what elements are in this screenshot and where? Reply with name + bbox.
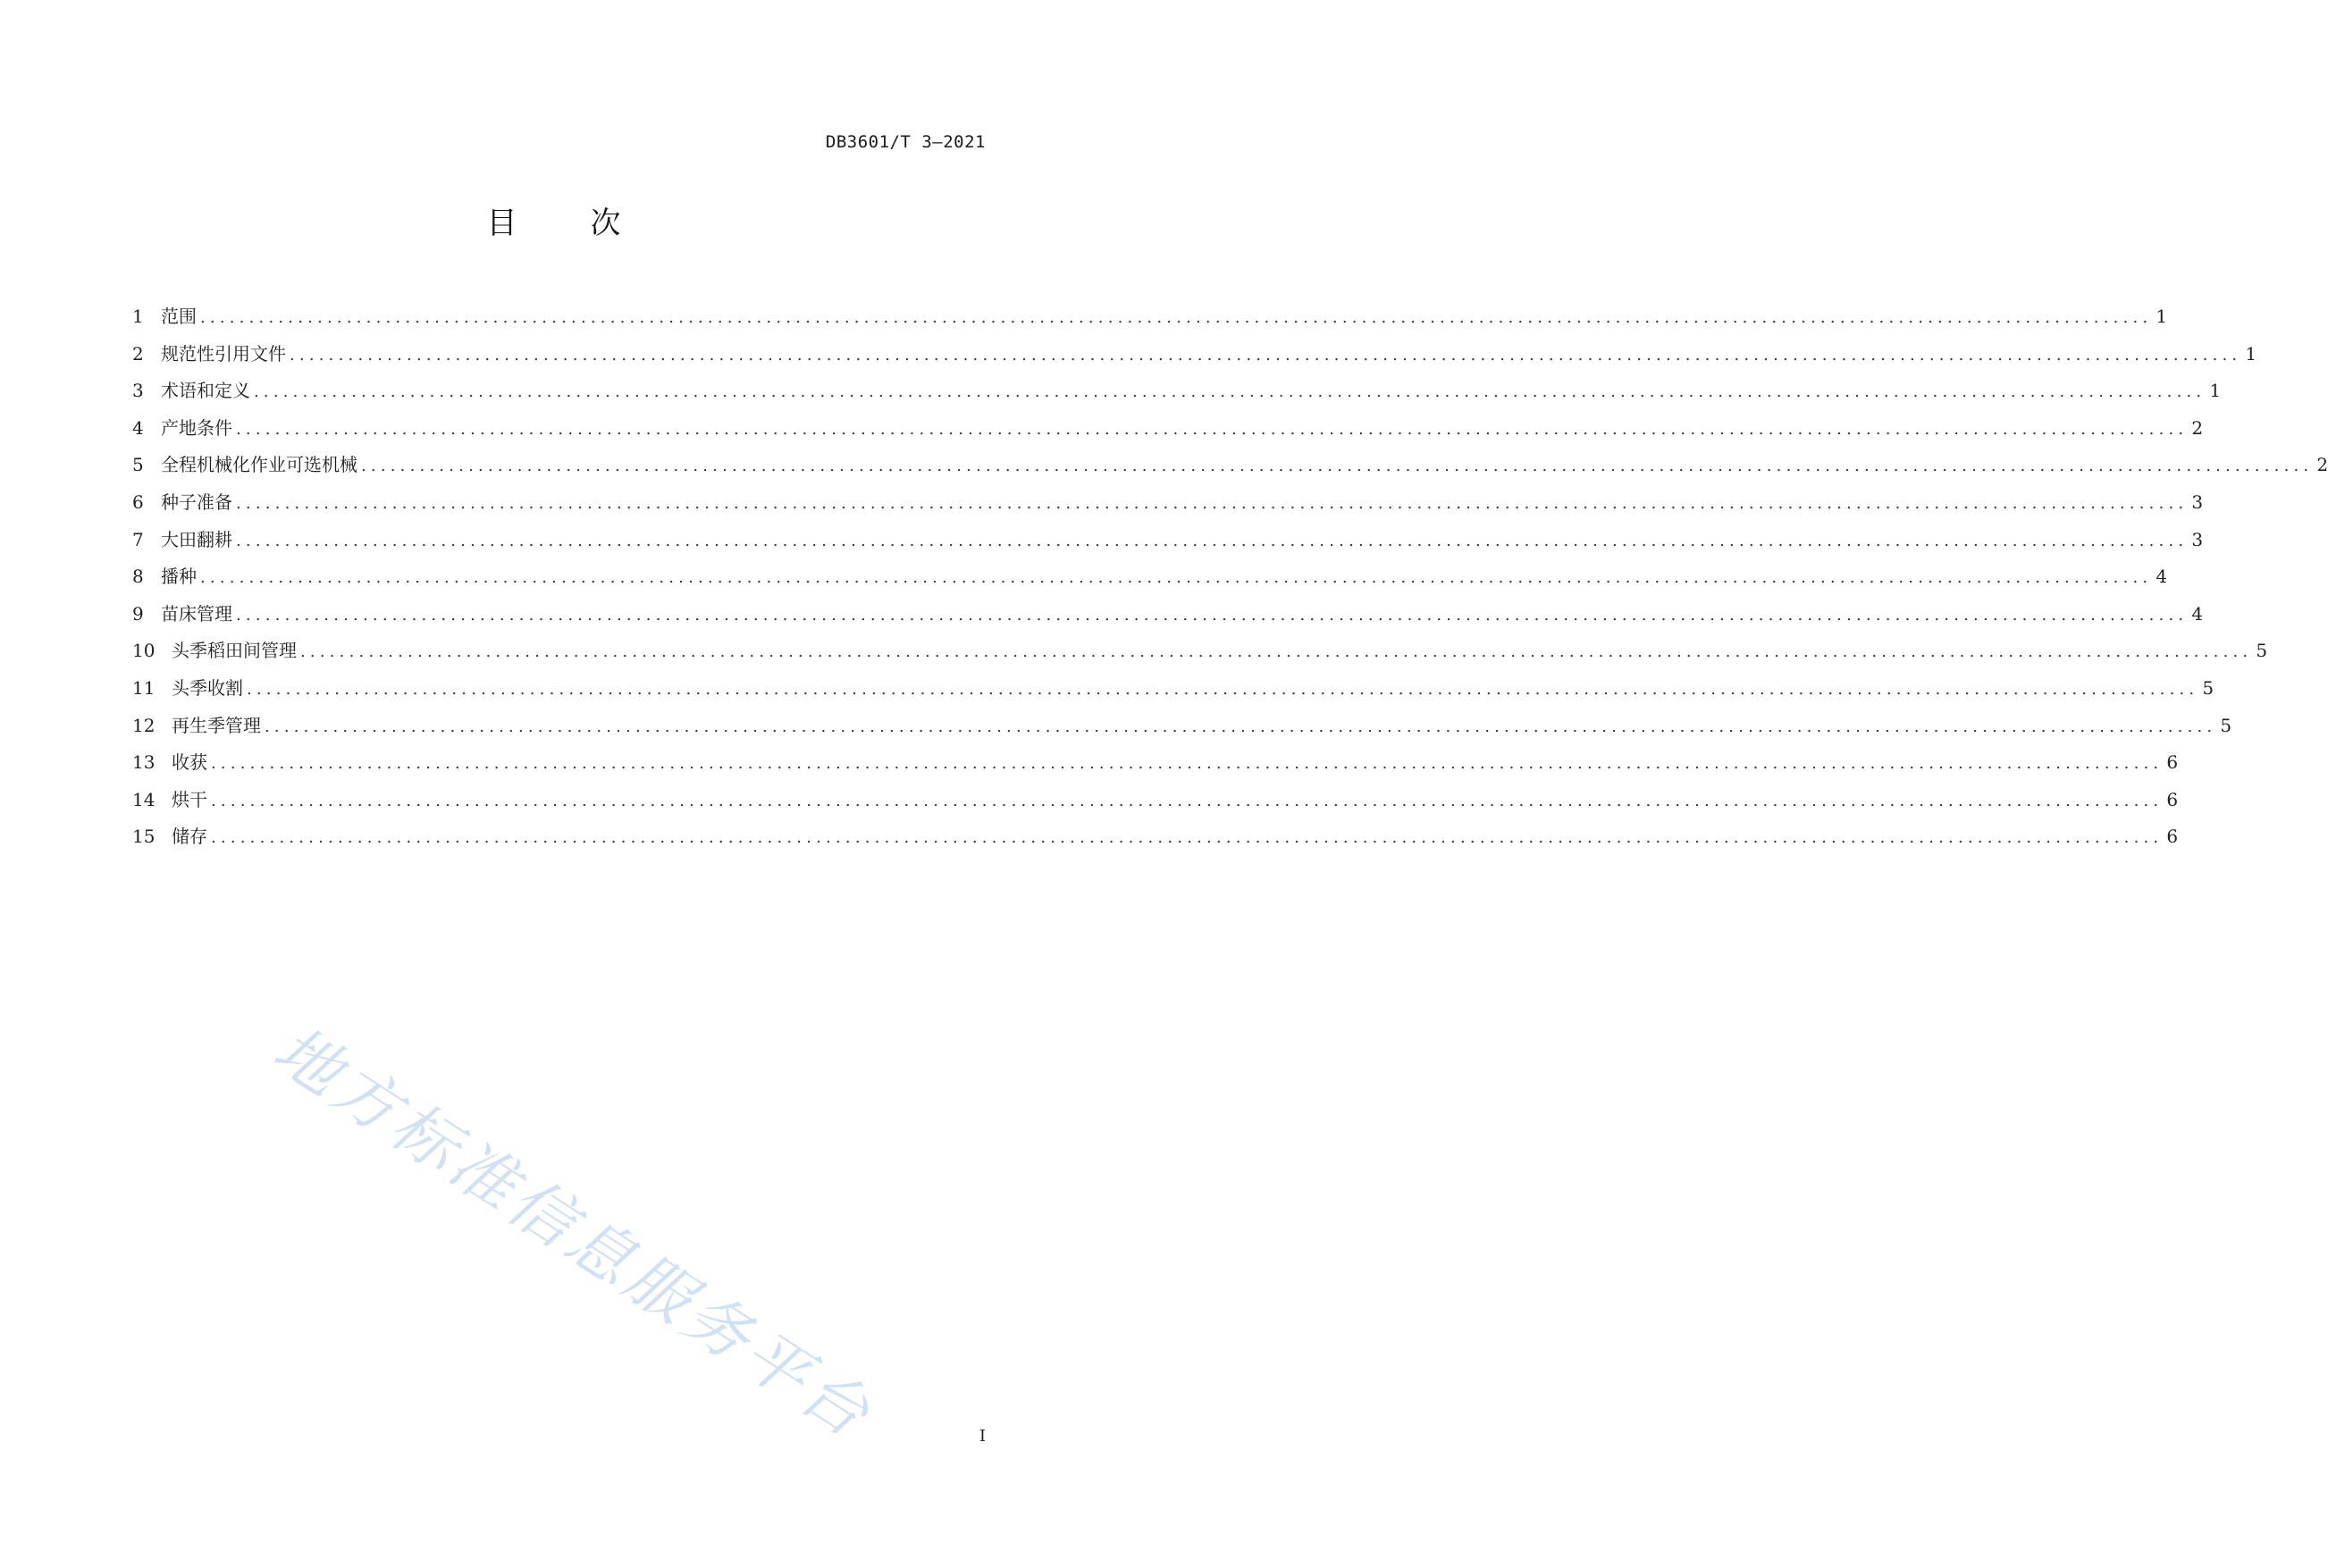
toc-entry-page: 1 xyxy=(2209,380,2222,402)
toc-leader-dots: ........................................................................................................................................................................................................ xyxy=(236,531,2189,550)
toc-entry-number: 2 xyxy=(132,342,144,365)
toc-list xyxy=(132,302,2328,859)
toc-entry-page: 1 xyxy=(2245,342,2257,365)
toc-entry-label: 头季稻田间管理 xyxy=(172,640,297,662)
toc-entry-number: 3 xyxy=(132,380,144,402)
toc-leader-dots: ........................................................................................................................................................................................................ xyxy=(236,419,2189,439)
toc-entry-number: 9 xyxy=(132,602,144,625)
toc-entry-number: 15 xyxy=(132,826,155,848)
page-number: I xyxy=(979,1427,986,1446)
toc-leader-dots: ........................................................................................................................................................................................................ xyxy=(236,605,2189,625)
toc-entry-number: 1 xyxy=(132,306,144,327)
toc-entry-label: 苗床管理 xyxy=(161,602,232,625)
toc-entry-label: 种子准备 xyxy=(161,491,232,513)
toc-entry[interactable] xyxy=(132,748,2179,785)
toc-entry-number: 8 xyxy=(132,566,144,588)
toc-leader-dots: ........................................................................................................................................................................................................ xyxy=(211,828,2164,848)
toc-entry-number: 14 xyxy=(132,788,155,810)
toc-entry-number: 10 xyxy=(132,640,155,662)
toc-entry-label: 规范性引用文件 xyxy=(161,342,286,365)
toc-leader-dots: ........................................................................................................................................................................................................ xyxy=(254,382,2206,402)
toc-leader-dots: ........................................................................................................................................................................................................ xyxy=(300,642,2253,662)
toc-leader-dots: ........................................................................................................................................................................................................ xyxy=(200,308,2153,327)
toc-entry[interactable] xyxy=(132,302,2168,340)
toc-entry-page: 6 xyxy=(2166,751,2179,774)
toc-entry-page: 6 xyxy=(2166,788,2179,810)
toc-entry[interactable] xyxy=(132,711,2232,749)
toc-entry-label: 头季收割 xyxy=(172,676,243,699)
toc-leader-dots: ........................................................................................................................................................................................................ xyxy=(211,754,2164,774)
toc-leader-dots: ........................................................................................................................................................................................................ xyxy=(290,345,2242,365)
toc-entry-label: 术语和定义 xyxy=(161,380,250,402)
toc-entry-number: 13 xyxy=(132,751,155,774)
toc-title xyxy=(0,198,1109,242)
toc-entry[interactable] xyxy=(132,450,2328,488)
toc-entry-number: 12 xyxy=(132,714,155,736)
toc-entry-page: 3 xyxy=(2191,528,2204,550)
toc-entry-number: 7 xyxy=(132,528,144,550)
toc-entry-number: 6 xyxy=(132,491,144,513)
toc-entry-page: 4 xyxy=(2156,566,2168,588)
toc-entry-label: 再生季管理 xyxy=(172,714,261,736)
toc-entry-number: 4 xyxy=(132,416,144,439)
toc-entry[interactable] xyxy=(132,636,2268,674)
toc-entry-page: 4 xyxy=(2191,602,2204,625)
toc-entry-number: 11 xyxy=(132,676,155,699)
toc-title-char-1: 目 xyxy=(486,205,519,241)
toc-entry-page: 5 xyxy=(2202,676,2215,699)
toc-entry[interactable] xyxy=(132,562,2168,600)
toc-entry[interactable] xyxy=(132,488,2204,525)
toc-entry-label: 烘干 xyxy=(172,788,207,810)
toc-entry-page: 5 xyxy=(2256,640,2268,662)
toc-entry[interactable] xyxy=(132,674,2215,711)
toc-entry-label: 收获 xyxy=(172,751,207,774)
toc-entry[interactable] xyxy=(132,600,2204,637)
toc-entry-page: 3 xyxy=(2191,491,2204,513)
toc-entry[interactable] xyxy=(132,340,2257,377)
toc-entry-page: 5 xyxy=(2220,714,2232,736)
toc-entry-label: 播种 xyxy=(161,566,197,588)
toc-entry-page: 6 xyxy=(2166,826,2179,848)
document-code: DB3601/T 3—2021 xyxy=(825,132,986,152)
toc-entry[interactable] xyxy=(132,785,2179,823)
toc-entry[interactable] xyxy=(132,525,2204,563)
toc-leader-dots: ........................................................................................................................................................................................................ xyxy=(361,457,2314,476)
toc-leader-dots: ........................................................................................................................................................................................................ xyxy=(265,717,2217,736)
toc-entry-label: 全程机械化作业可选机械 xyxy=(161,454,357,476)
toc-leader-dots: ........................................................................................................................................................................................................ xyxy=(236,493,2189,513)
toc-entry-page: 1 xyxy=(2156,306,2168,327)
watermark: 地方标准信息服务平台 xyxy=(260,1010,887,1455)
toc-entry-page: 2 xyxy=(2191,416,2204,439)
toc-entry[interactable] xyxy=(132,414,2204,451)
toc-leader-dots: ........................................................................................................................................................................................................ xyxy=(211,791,2164,810)
toc-leader-dots: ........................................................................................................................................................................................................ xyxy=(247,679,2199,699)
toc-title-char-2: 次 xyxy=(590,205,623,241)
toc-entry-number: 5 xyxy=(132,454,144,476)
toc-entry[interactable] xyxy=(132,822,2179,859)
toc-leader-dots: ........................................................................................................................................................................................................ xyxy=(200,568,2153,588)
toc-entry-label: 大田翻耕 xyxy=(161,528,232,550)
toc-entry[interactable] xyxy=(132,376,2222,414)
toc-entry-label: 范围 xyxy=(161,306,197,327)
toc-entry-label: 储存 xyxy=(172,826,207,848)
toc-entry-label: 产地条件 xyxy=(161,416,232,439)
toc-entry-page: 2 xyxy=(2316,454,2328,476)
